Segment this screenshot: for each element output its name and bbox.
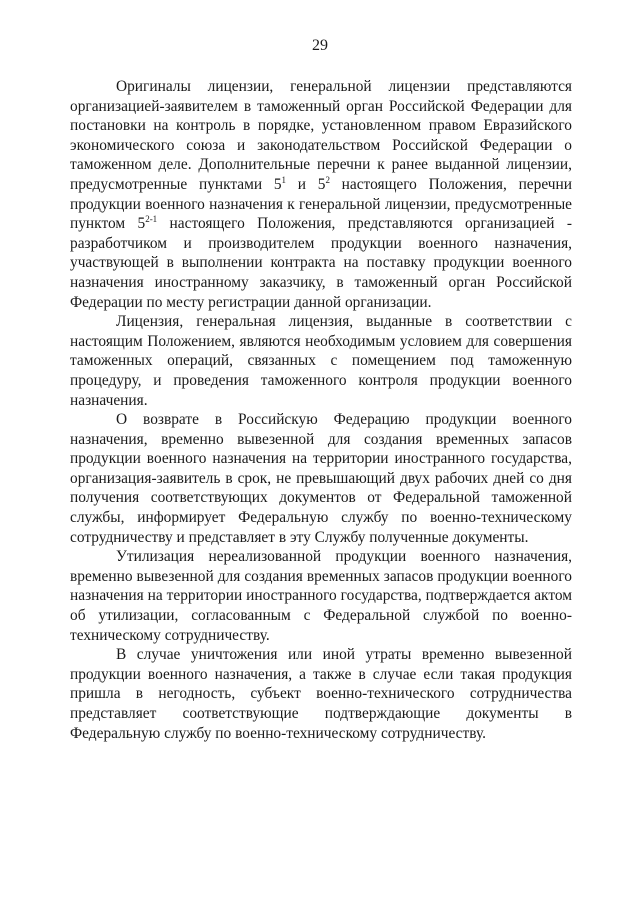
paragraph-text: настоящего Положения, представляются организацией - разработчиком и производителем продукции военного назначения, участвующей в выполнении контракта на поставку продукции военного назначения иностранному заказчику, в таможенный орган Российской Федерации по месту регистрации данной организации. — [70, 215, 573, 311]
superscript-reference: 2-1 — [145, 214, 158, 225]
paragraph-text: Лицензия, генеральная лицензия, выданные в соответствии с настоящим Положением, являются необходимым условием для совершения таможенных операций, связанных с помещением под таможенную процедуру, и проведения таможенного контроля продукции военного назначения. — [70, 313, 572, 409]
paragraph-customs-condition — [70, 312, 572, 410]
document-body — [70, 77, 572, 743]
page-number: 29 — [312, 37, 328, 54]
paragraph-text: Утилизация нереализованной продукции военного назначения, временно вывезенной для создания временных запасов продукции военного назначения на территории иностранного государства, подтверждается актом об утилизации, согласованным с Федеральной службой по военно-техническому сотрудничеству. — [70, 548, 572, 644]
paragraph-disposal — [70, 547, 572, 645]
paragraph-text: Оригиналы лицензии, генеральной лицензии представляются организацией-заявителем в таможенный орган Российской Федерации для постановки на контроль в порядке, установленном правом Евразийского экономического союза и законодательством Российской Федерации о таможенном деле. Дополнительные перечни к ранее выданной лицензии, предусмотренные пунктами 5 — [70, 78, 572, 193]
superscript-reference: 1 — [281, 174, 287, 185]
paragraph-text: В случае уничтожения или иной утраты временно вывезенной продукции военного назначения, а также в случае если такая продукция пришла в негодность, субъект военно-технического сотрудничества представляет соответствующие подтверждающие документы в Федеральную службу по военно-техническому сотрудничеству. — [70, 646, 572, 742]
paragraph-text: настоящего Положения, перечни продукции военного назначения к генеральной лицензии, предусмотренные пунктом 5 — [70, 175, 572, 233]
superscript-reference: 2 — [325, 174, 330, 185]
paragraph-return-notification — [70, 410, 572, 547]
paragraph-license-originals — [70, 77, 572, 312]
paragraph-text: О возврате в Российскую Федерацию продукции военного назначения, временно вывезенной для создания временных запасов продукции военного назначения на территории иностранного государства, организация-заявитель в срок, не превышающий двух рабочих дней со дня получения соответствующих документов от Федеральной таможенной службы, информирует Федеральную службу по военно-техническому сотрудничеству и представляет в эту Службу полученные документы. — [70, 411, 572, 546]
paragraph-loss-destruction — [70, 645, 572, 743]
paragraph-text: и 5 — [286, 175, 326, 193]
